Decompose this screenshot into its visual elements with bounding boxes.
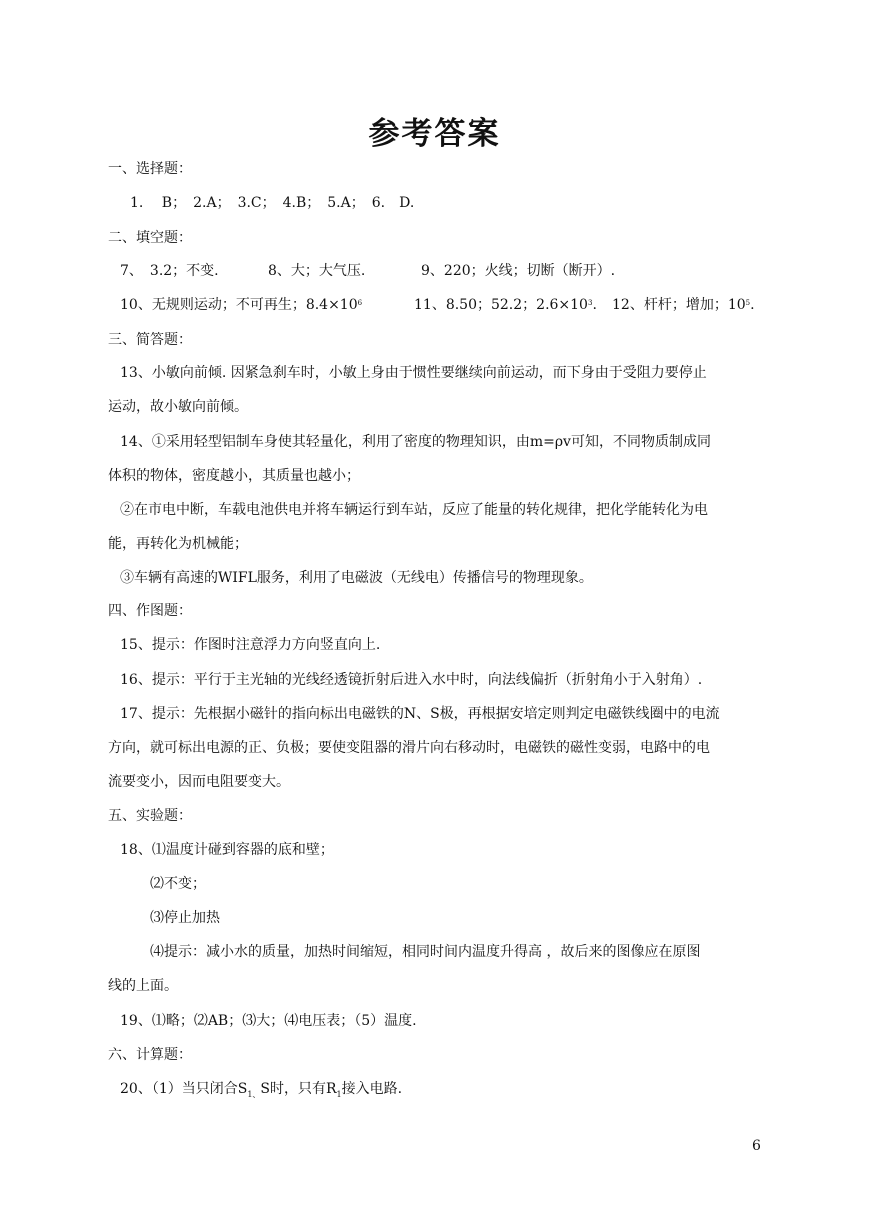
answer-q18-4-line2: 线的上面。 [108,978,178,994]
answer-q10: 10、无规则运动；不可再生；$8.4\times 10^6$ [120,297,363,313]
section-heading-experiment: 五、实验题： [108,808,192,824]
answer-q11: 11、8.50；52.2；$2.6\times 10^3$. [414,297,597,313]
answer-q14-line1: 14、①采用轻型铝制车身使其轻量化，利用了密度的物理知识，由m=ρv可知，不同物质制成同 [120,434,711,450]
answer-q1-6: 1. B； 2.A； 3.C； 4.B； 5.A； 6. D. [130,195,415,211]
answer-q15: 15、提示：作图时注意浮力方向竖直向上. [120,637,381,653]
answer-q17-line1: 17、提示：先根据小磁针的指向标出电磁铁的N、S极，再根据安培定则判定电磁铁线圈中的电流 [120,706,720,722]
answer-q16: 16、提示：平行于主光轴的光线经透镜折射后进入水中时，向法线偏折（折射角小于入射角）. [120,672,703,688]
answer-q9: 9、220；火线；切断（断开）. [421,263,616,279]
answer-q12: 12、杆杆；增加；$10^5$. [612,297,755,313]
answer-q19: 19、⑴略；⑵AB；⑶大；⑷电压表；（5）温度. [120,1013,417,1029]
answer-q14-line3: ②在市电中断，车载电池供电并将车辆运行到车站，反应了能量的转化规律，把化学能转化为电 [120,502,708,518]
answer-q13-line1: 13、小敏向前倾. 因紧急刹车时，小敏上身由于惯性要继续向前运动，而下身由于受阻力要停止 [120,365,707,381]
answer-q20: 20、（1）当只闭合$S_{1、}S$时，只有$R_1$接入电路. [120,1081,403,1099]
section-heading-fill: 二、填空题： [108,230,192,246]
answer-q14-line5: ③车辆有高速的WIFL服务，利用了电磁波（无线电）传播信号的物理现象。 [120,570,593,586]
section-heading-choice: 一、选择题： [108,161,192,177]
answer-q17-line3: 流要变小，因而电阻要变大。 [108,774,290,790]
section-heading-calculation: 六、计算题： [108,1047,192,1063]
answer-q13-line2: 运动，故小敏向前倾。 [108,399,248,415]
answer-q18-3: ⑶停止加热 [150,910,220,926]
answer-q8: 8、大；大气压. [268,263,366,279]
section-heading-short: 三、简答题： [108,332,192,348]
page-title: 参考答案 [368,116,501,152]
section-heading-drawing: 四、作图题： [108,603,192,619]
page-number: 6 [752,1138,761,1154]
answer-q18-4-line1: ⑷提示：减小水的质量，加热时间缩短，相同时间内温度升得高 ，故后来的图像应在原图 [150,944,701,960]
answer-q14-line2: 体积的物体，密度越小，其质量也越小； [108,468,360,484]
answer-q14-line4: 能，再转化为机械能； [108,536,248,552]
answer-q17-line2: 方向，就可标出电源的正、负极；要使变阻器的滑片向右移动时，电磁铁的磁性变弱，电路中的电 [108,740,710,756]
answer-q7: 7、 3.2；不变. [120,263,219,279]
answer-q18-1: 18、⑴温度计碰到容器的底和壁； [120,842,334,858]
answer-q18-2: ⑵不变； [150,876,206,892]
